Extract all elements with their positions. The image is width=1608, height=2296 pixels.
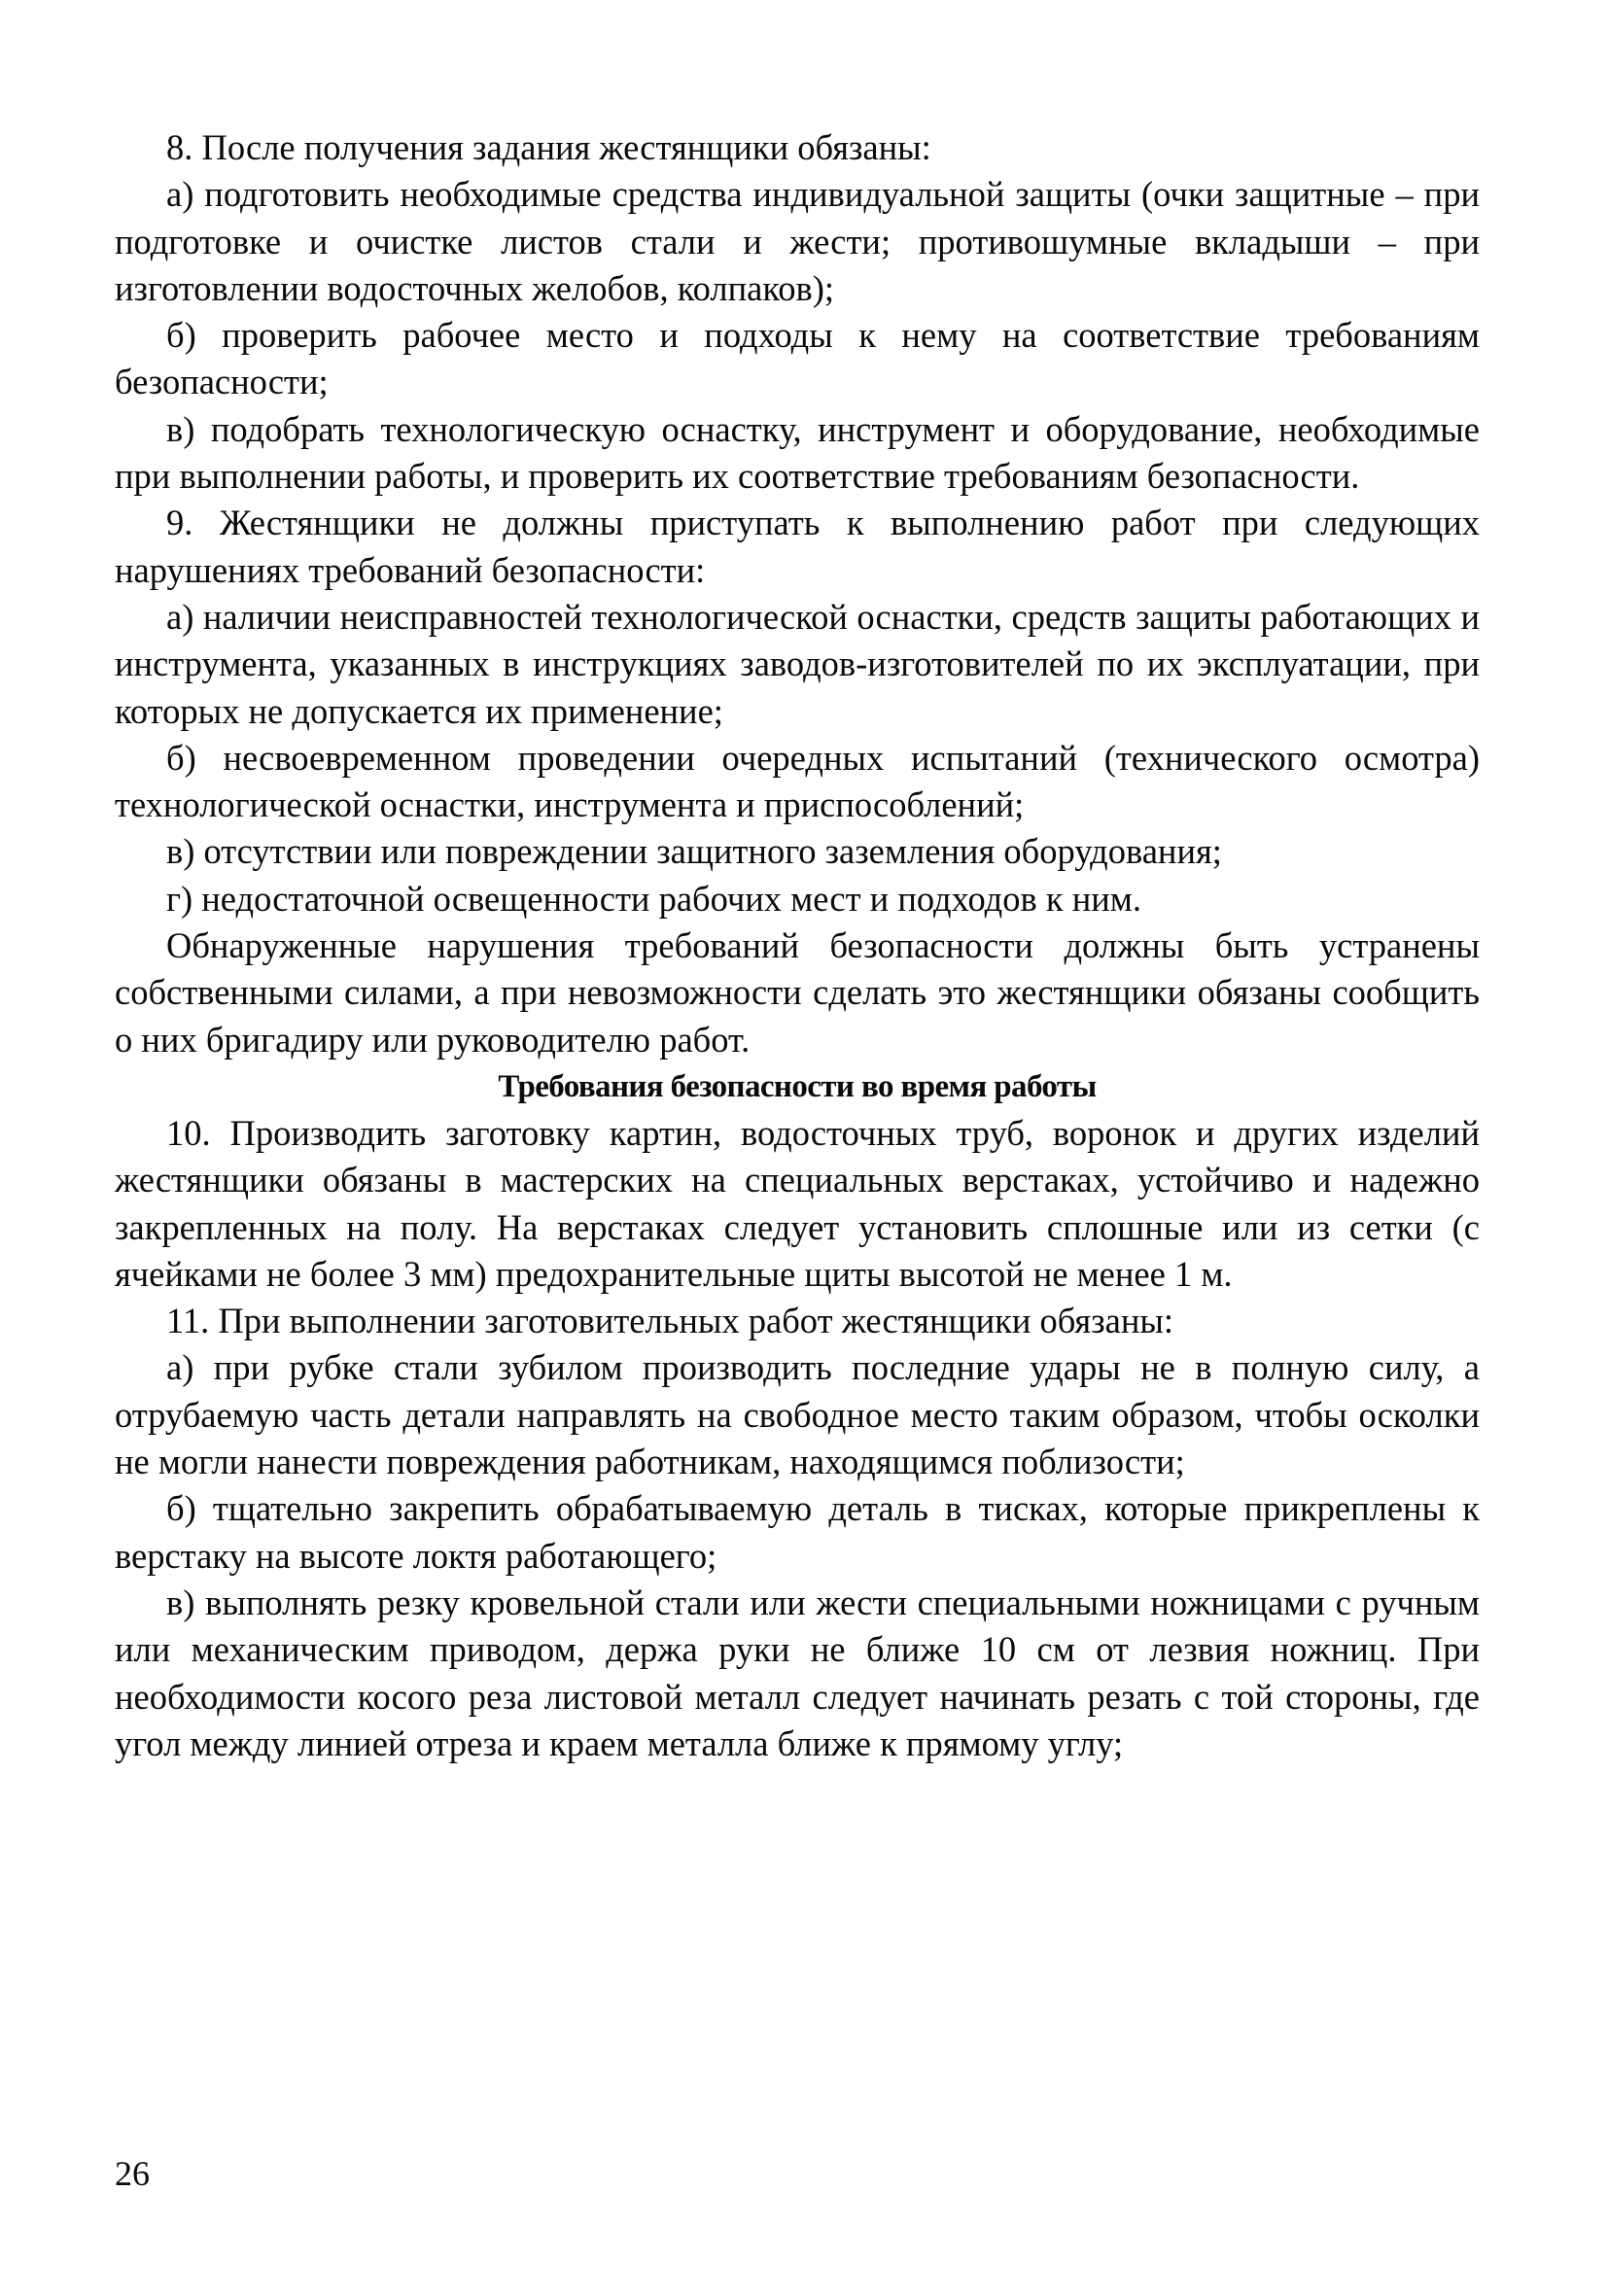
paragraph-11a: а) при рубке стали зубилом производить последние удары не в полную силу, а отрубаемую часть детали направлять на свободное место таким образом, чтобы осколки не могли нанести повреждения работникам, находящимся поблизости;	[115, 1347, 1480, 1482]
paragraph-violations-note: Обнаруженные нарушения требований безопасности должны быть устранены собственными силами, а при невозможности сделать это жестянщики обязаны сообщить о них бригадиру или руководителю работ.	[115, 925, 1480, 1060]
paragraph-10: 10. Производить заготовку картин, водосточных труб, воронок и других изделий жестянщики обязаны в мастерских на специальных верстаках, устойчиво и надежно закрепленных на полу. На верстаках следует установить сплошные или из сетки (с ячейками не более 3 мм) предохранительные щиты высотой не менее 1 м.	[115, 1112, 1480, 1294]
paragraph-9b: б) несвоевременном проведении очередных испытаний (технического осмотра) технологической оснастки, инструмента и приспособлений;	[115, 737, 1480, 825]
document-page	[115, 124, 1480, 1767]
page-number: 26	[115, 2154, 150, 2193]
paragraph-8v: в) подобрать технологическую оснастку, инструмент и оборудование, необходимые при выполнении работы, и проверить их соответствие требованиям безопасности.	[115, 408, 1480, 497]
paragraph-11b: б) тщательно закрепить обрабатываемую деталь в тисках, которые прикреплены к верстаку на высоте локтя работающего;	[115, 1488, 1480, 1576]
paragraph-9-intro: 9. Жестянщики не должны приступать к выполнению работ при следующих нарушениях требований безопасности:	[115, 503, 1480, 590]
paragraph-11v: в) выполнять резку кровельной стали или жести специальными ножницами с ручным или механическим приводом, держа руки не ближе 10 см от лезвия ножниц. При необходимости косого реза листовой металл следует начинать резать с той стороны, где угол между линией отреза и краем металла ближе к прямому углу;	[115, 1582, 1480, 1763]
paragraph-9g: г) недостаточной освещенности рабочих мест и подходов к ним.	[166, 878, 1142, 919]
paragraph-9a: а) наличии неисправностей технологической оснастки, средств защиты работающих и инструмента, указанных в инструкциях заводов-изготовителей по их эксплуатации, при которых не допускается их применение;	[115, 596, 1480, 731]
paragraph-9v: в) отсутствии или повреждении защитного заземления оборудования;	[166, 831, 1222, 872]
paragraph-8a: а) подготовить необходимые средства индивидуальной защиты (очки защитные – при подготовке и очистке листов стали и жести; противошумные вкладыши – при изготовлении водосточных желобов, колпаков);	[115, 174, 1480, 308]
section-heading: Требования безопасности во время работы	[498, 1068, 1097, 1104]
paragraph-8-intro: 8. После получения задания жестянщики обязаны:	[166, 127, 931, 167]
paragraph-11-intro: 11. При выполнении заготовительных работ жестянщики обязаны:	[166, 1301, 1174, 1341]
paragraph-8b: б) проверить рабочее место и подходы к нему на соответствие требованиям безопасности;	[115, 315, 1480, 402]
